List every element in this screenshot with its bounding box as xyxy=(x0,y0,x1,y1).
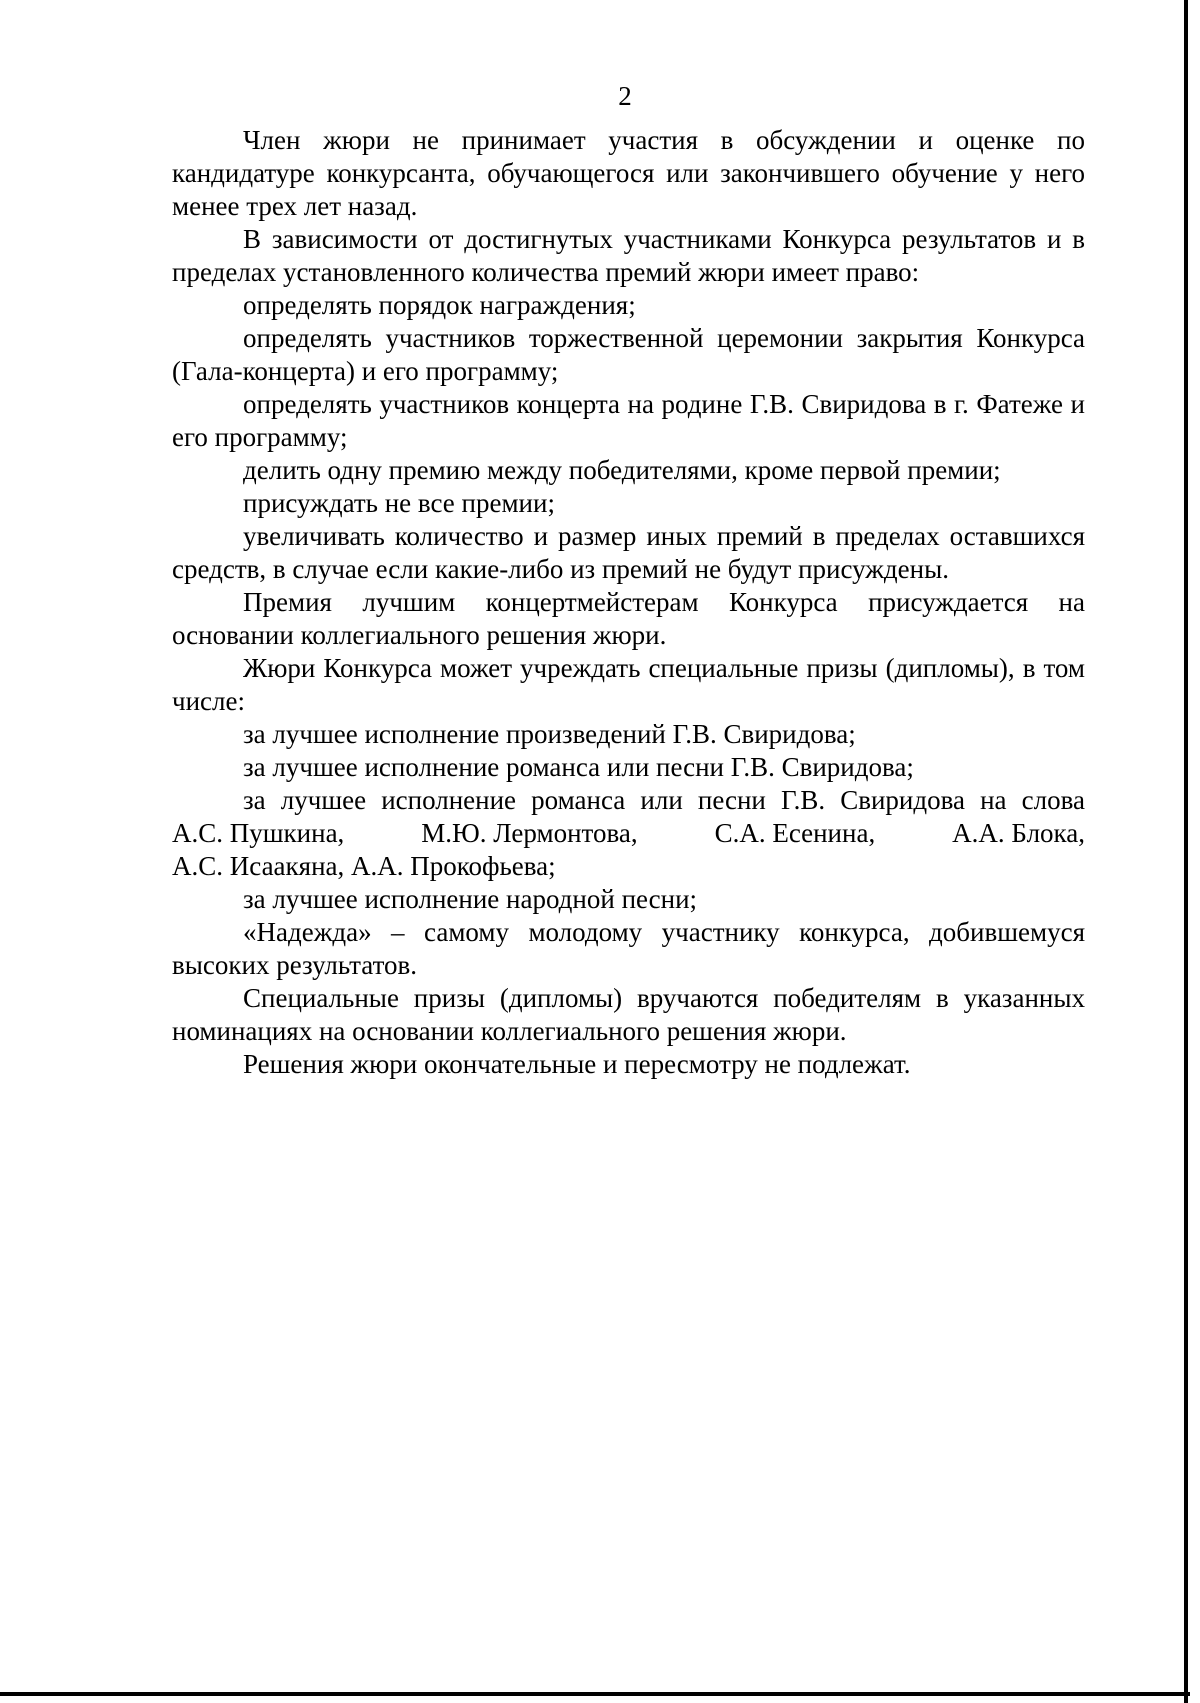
poet-blok: А.А. Блока, xyxy=(952,818,1085,848)
list-item-increase-prizes: увеличивать количество и размер иных премий в пределах оставшихся средств, в случае если какие-либо из премий не будут присуждены. xyxy=(172,521,1085,584)
document-body xyxy=(172,124,1085,1081)
poets-line-2 xyxy=(172,817,1085,850)
poet-lermontov: М.Ю. Лермонтова, xyxy=(421,818,638,848)
paragraph-final-decisions: Решения жюри окончательные и пересмотру не подлежат. xyxy=(243,1049,911,1079)
paragraph-accompanist-prize: Премия лучшим концертмейстерам Конкурса присуждается на основании коллегиального решения жюри. xyxy=(172,587,1085,650)
poet-esenin: С.А. Есенина, xyxy=(714,818,876,848)
list-item-poets xyxy=(172,784,1085,883)
page-number: 2 xyxy=(618,81,632,111)
poets-line-1: за лучшее исполнение романса или песни Г.В. Свиридова на слова xyxy=(243,785,1085,815)
scan-edge-right xyxy=(1184,0,1188,1703)
list-item-not-all-prizes: присуждать не все премии; xyxy=(243,488,555,518)
list-item-fatezh-concert: определять участников концерта на родине Г.В. Свиридова в г. Фатеже и его программу; xyxy=(172,389,1085,452)
poets-line-3: А.С. Исаакяна, А.А. Прокофьева; xyxy=(172,851,556,881)
list-item-closing-ceremony: определять участников торжественной церемонии закрытия Конкурса (Гала-концерта) и его программу; xyxy=(172,323,1085,386)
poet-pushkin: А.С. Пушкина, xyxy=(172,818,345,848)
paragraph-jury-member-restriction: Член жюри не принимает участия в обсуждении и оценке по кандидатуре конкурсанта, обучающегося или закончившего обучение у него менее трех лет назад. xyxy=(172,125,1085,221)
paragraph-special-prizes: Жюри Конкурса может учреждать специальные призы (дипломы), в том числе: xyxy=(172,653,1085,716)
list-item-nadezhda: «Надежда» – самому молодому участнику конкурса, добившемуся высоких результатов. xyxy=(172,917,1085,980)
list-item-sviridov-works: за лучшее исполнение произведений Г.В. Свиридова; xyxy=(243,719,856,749)
list-item-folk-song: за лучшее исполнение народной песни; xyxy=(243,884,698,914)
scan-edge-bottom xyxy=(0,1692,1190,1696)
list-item-sviridov-romance: за лучшее исполнение романса или песни Г.В. Свиридова; xyxy=(243,752,914,782)
paragraph-jury-rights: В зависимости от достигнутых участниками Конкурса результатов и в пределах установленного количества премий жюри имеет право: xyxy=(172,224,1085,287)
paragraph-special-prizes-awarding: Специальные призы (дипломы) вручаются победителям в указанных номинациях на основании коллегиального решения жюри. xyxy=(172,983,1085,1046)
list-item-award-order: определять порядок награждения; xyxy=(243,290,636,320)
list-item-divide-prize: делить одну премию между победителями, кроме первой премии; xyxy=(243,455,1001,485)
